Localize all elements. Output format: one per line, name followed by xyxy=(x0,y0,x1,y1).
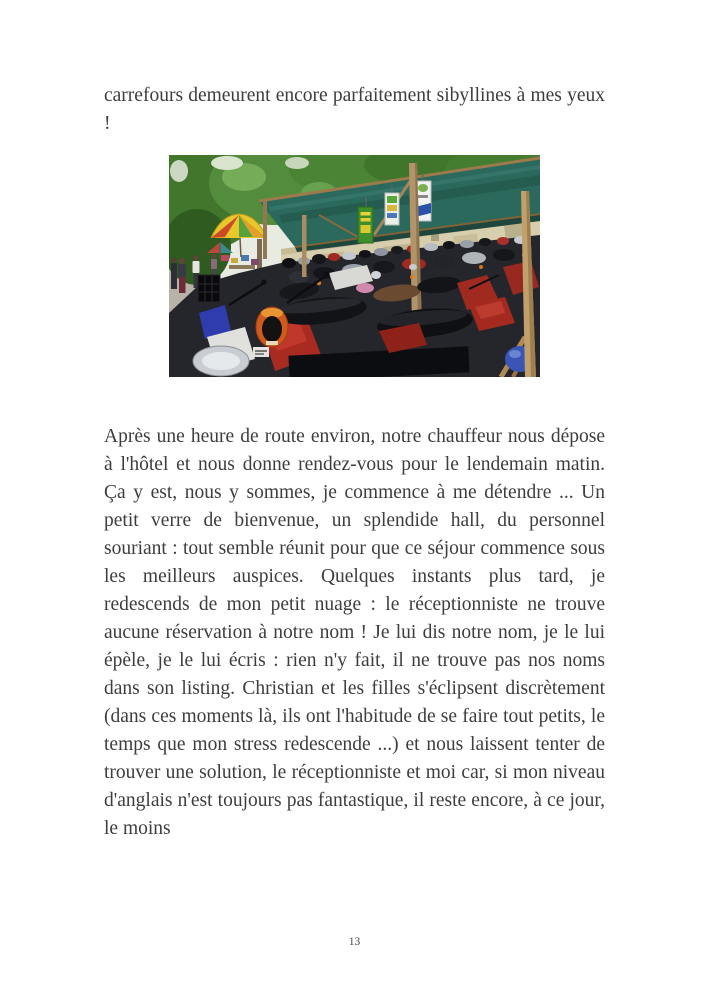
motorbike-parking-photo xyxy=(169,155,540,377)
photo-orange-headlight-cowl xyxy=(256,307,288,347)
page-number-label: 13 xyxy=(348,936,361,948)
document-page xyxy=(104,82,605,843)
body-paragraph-main: Après une heure de route environ, notre chauffeur nous dépose à l'hôtel et nous donne rendez-vous pour le lendemain matin. Ça y est, nous y sommes, je commence à me détendre ... Un petit verre de bienvenue, un splendide hall, du personnel souriant : tout semble réunit pour que ce séjour commence sous les meilleurs auspices. Quelques instants plus tard, je redescends de mon petit nuage : le réceptionniste ne trouve aucune réservation à notre nom ! Je lui dis notre nom, je le lui épèle, je le lui écris : rien n'y fait, il ne trouve pas nos noms dans son listing. Christian et les filles s'éclipsent discrètement (dans ces moments là, ils ont l'habitude de se faire tout petits, le temps que mon stress redescende ...) et nous laissent tenter de trouver une solution, le réceptionniste et moi car, si mon niveau d'anglais n'est toujours pas fantastique, il reste encore, à ce jour, le moins xyxy=(104,426,605,839)
motorbike-parking-illustration xyxy=(169,155,540,377)
body-paragraph-intro: carrefours demeurent encore parfaitement sibyllines à mes yeux ! xyxy=(104,85,605,134)
